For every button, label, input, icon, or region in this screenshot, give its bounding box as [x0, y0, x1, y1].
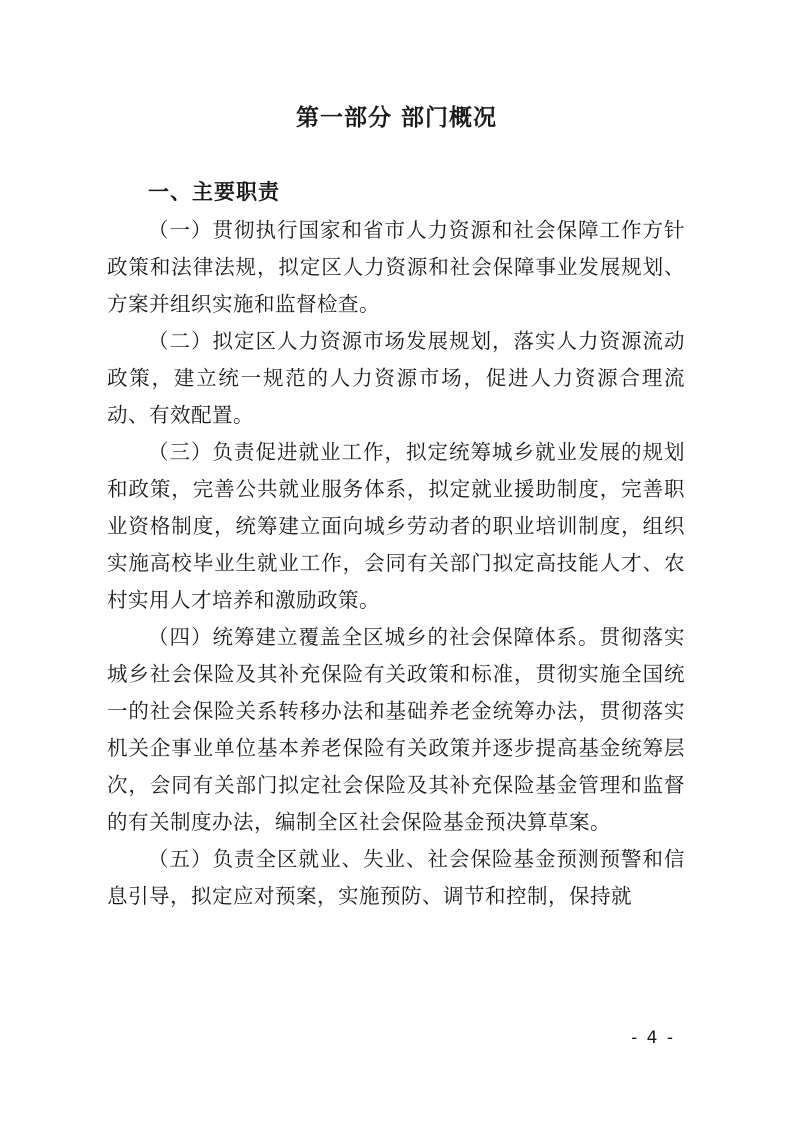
paragraph-5: （五）负责全区就业、失业、社会保险基金预测预警和信息引导，拟定应对预案，实施预防、调节和控制，保持就 [107, 847, 685, 908]
page-title: 第一部分 部门概况 [295, 105, 497, 131]
paragraph-3: （三）负责促进就业工作，拟定统筹城乡就业发展的规划和政策，完善公共就业服务体系，拟定就业援助制度，完善职业资格制度，统筹建立面向城乡劳动者的职业培训制度，组织实施高校毕业生就业工作，会同有关部门拟定高技能人才、农村实用人才培养和激励政策。 [107, 440, 685, 612]
paragraph-1: （一）贯彻执行国家和省市人力资源和社会保障工作方针政策和法律法规，拟定区人力资源和社会保障事业发展规划、方案并组织实施和监督检查。 [107, 218, 685, 316]
paragraph-2: （二）拟定区人力资源市场发展规划，落实人力资源流动政策，建立统一规范的人力资源市场，促进人力资源合理流动、有效配置。 [107, 329, 685, 427]
body-text [107, 212, 685, 915]
section-heading: 一、主要职责 [148, 180, 280, 204]
page-number: - 4 - [631, 1028, 675, 1048]
paragraph-4: （四）统筹建立覆盖全区城乡的社会保障体系。贯彻落实城乡社会保险及其补充保险有关政策和标准，贯彻实施全国统一的社会保险关系转移办法和基础养老金统筹办法，贯彻落实机关企事业单位基本养老保险有关政策并逐步提高基金统筹层次，会同有关部门拟定社会保险及其补充保险基金管理和监督的有关制度办法，编制全区社会保险基金预决算草案。 [107, 625, 685, 834]
